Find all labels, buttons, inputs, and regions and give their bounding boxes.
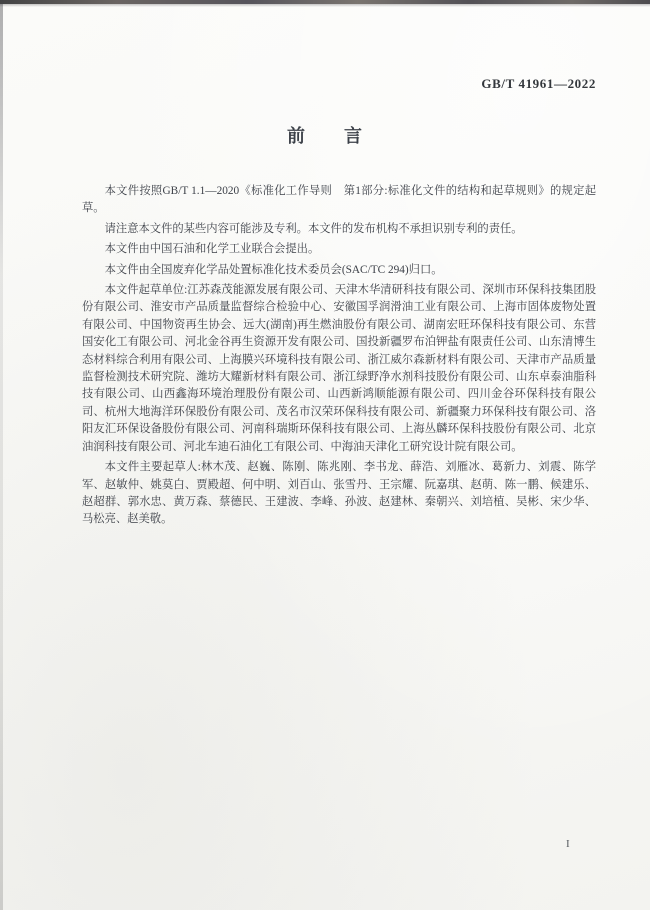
paragraph-patent-notice: 请注意本文件的某些内容可能涉及专利。本文件的发布机构不承担识别专利的责任。 — [104, 222, 523, 235]
page-number: I — [566, 838, 570, 850]
document-body — [82, 183, 596, 532]
paragraph-centralized-by: 本文件由全国废弃化学品处置标准化技术委员会(SAC/TC 294)归口。 — [104, 263, 443, 276]
paragraph-main-drafters: 本文件主要起草人:林木茂、赵巍、陈刚、陈兆刚、李书龙、薛浩、刘雁冰、葛新力、刘震、陈学军、赵敏仲、姚莫白、贾殿超、何中明、刘百山、张雪丹、王宗耀、阮嘉琪、赵萌、陈一鹏、候建乐、赵超群、郭水忠、黄万森、蔡德民、王建波、李峰、孙波、赵建林、秦朝兴、刘培植、吴彬、宋少华、马松亮、赵美敬。 — [82, 461, 596, 526]
standard-number: GB/T 41961—2022 — [481, 76, 596, 91]
scan-edge-top-shadow — [0, 4, 650, 7]
paragraph-proposed-by: 本文件由中国石油和化学工业联合会提出。 — [104, 243, 320, 256]
page-title: 前 言 — [287, 126, 363, 146]
paragraph-drafting-organizations: 本文件起草单位:江苏森茂能源发展有限公司、天津木华清研科技有限公司、深圳市环保科技集团股份有限公司、淮安市产品质量监督综合检验中心、安徽国孚润滑油工业有限公司、上海市固体废物处置有限公司、中国物资再生协会、远大(湖南)再生燃油股份有限公司、湖南宏旺环保科技有限公司、东营国安化工有限公司、河北金谷再生资源开发有限公司、国投新疆罗布泊钾盐有限责任公司、山东清博生态材料综合利用有限公司、上海膜兴环境科技有限公司、浙江威尔森新材料有限公司、天津市产品质量监督检测技术研究院、潍坊大耀新材料有限公司、浙江绿野净水剂科技股份有限公司、山东卓泰油脂科技有限公司、山西鑫海环境治理股份有限公司、山西新鸿顺能源有限公司、四川金谷环保科技有限公司、杭州大地海洋环保股份有限公司、茂名市汉荣环保科技有限公司、新疆聚力环保科技有限公司、洛阳友汇环保设备股份有限公司、河南科瑞斯环保科技有限公司、上海丛麟环保科技股份有限公司、北京油润科技有限公司、河北车迪石油化工有限公司、中海油天津化工研究设计院有限公司。 — [82, 284, 596, 453]
paragraph-drafting-basis: 本文件按照GB/T 1.1—2020《标准化工作导则 第1部分:标准化文件的结构和起草规则》的规定起草。 — [82, 185, 596, 215]
